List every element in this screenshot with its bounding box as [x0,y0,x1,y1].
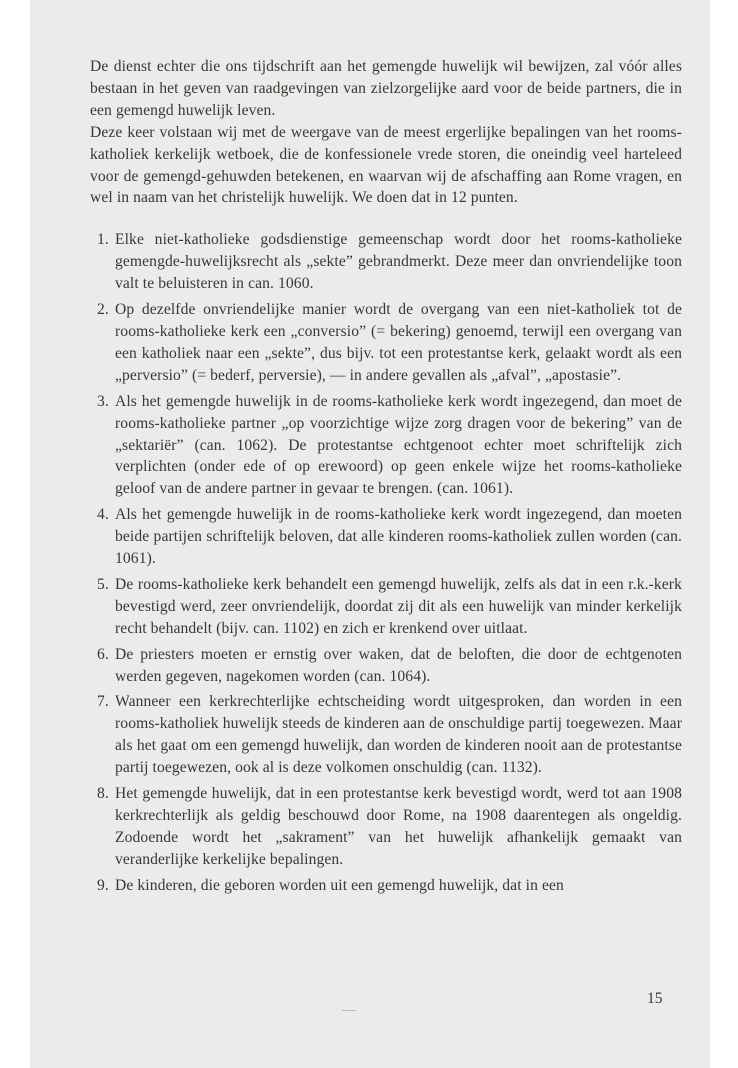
numbered-points-list [90,229,682,896]
list-item-text: Elke niet-katholieke godsdienstige gemeenschap wordt door het rooms-katholieke gemengde-huwelijksrecht als „sekte” gebrandmerkt. Deze meer dan onvriendelijke toon valt te beluisteren in can. 1060. [115,231,682,293]
list-item-text: Wanneer een kerkrechterlijke echtscheiding wordt uitgesproken, dan worden in een rooms-katholiek huwelijk steeds de kinderen aan de onschuldige partij toegewezen. Maar als het gaat om een gemengd huwelijk, dan worden de kinderen nooit aan de protestantse partij toegewezen, ook al is deze volkomen onschuldig (can. 1132). [115,693,682,777]
list-item-number: 2. [97,301,109,319]
list-item-number: 4. [97,506,109,524]
list-item-text: De kinderen, die geboren worden uit een gemengd huwelijk, dat in een [115,876,564,894]
list-item-number: 9. [97,876,109,894]
list-item-text: De rooms-katholieke kerk behandelt een gemengd huwelijk, zelfs als dat in een r.k.-kerk bevestigd werd, zeer onvriendelijk, doordat zij dit als een huwelijk van minder kerkelijk recht behandelt (bijv. can. 1102) en zich er krenkend over uitlaat. [115,575,682,637]
intro-paragraph-2: Deze keer volstaan wij met de weergave van de meest ergerlijke bepalingen van het rooms-katholiek kerkelijk wetboek, die de konfessionele vrede storen, die oneindig veel harteleed voor de gemengd-gehuwden betekenen, en waarvan wij de afschaffing aan Rome vragen, en wel in naam van het christelijk huwelijk. We doen dat in 12 punten. [90,123,682,207]
footer-divider [342,1010,356,1011]
list-item [90,229,682,295]
page-number: 15 [647,990,663,1007]
intro-paragraph-1: De dienst echter die ons tijdschrift aan het gemengde huwelijk wil bewijzen, zal vóór alles bestaan in het geven van raadgevingen van zielzorgelijke aard voor de beide partners, die in een gemengd huwelijk leven. [90,58,682,119]
list-item-number: 8. [97,785,109,803]
book-page [30,0,710,1068]
list-item-text: Het gemengde huwelijk, dat in een protestantse kerk bevestigd wordt, werd tot aan 1908 kerkrechterlijk als geldig beschouwd door Rome, na 1908 daarentegen als ongeldig. Zodoende wordt het „sakrament” van het huwelijk afhankelijk gemaakt van veranderlijke kerkelijke bepalingen. [115,785,682,868]
list-item-number: 1. [97,231,109,249]
list-item-number: 3. [97,392,109,410]
list-item [90,783,682,871]
list-item [90,875,682,897]
list-item [90,574,682,640]
list-item-number: 6. [97,645,109,663]
list-item-text: Op dezelfde onvriendelijke manier wordt de overgang van een niet-katholiek tot de rooms-katholieke kerk een „conversio” (= bekering) genoemd, terwijl een overgang van een katholiek naar een „sekte”, dus bijv. tot een protestantse kerk, gelaakt wordt als een „perversio” (= bederf, perversie), — in andere gevallen als „afval”, „apostasie”. [115,301,682,384]
list-item [90,691,682,779]
list-item [90,644,682,688]
list-item-number: 5. [97,575,109,593]
list-item [90,504,682,570]
list-item-text: Als het gemengde huwelijk in de rooms-katholieke kerk wordt ingezegend, dan moet de rooms-katholieke partner „op voorzichtige wijze zorg dragen voor de bekering” van de „sektariër” (can. 1062). De protestantse echtgenoot echter moet schriftelijk zich verplichten (onder ede of op erewoord) op geen enkele wijze het rooms-katholieke geloof van de andere partner in gevaar te brengen. (can. 1061). [115,392,682,498]
list-item [90,299,682,387]
page-text [90,56,682,901]
list-item-number: 7. [97,693,109,711]
list-item-text: De priesters moeten er ernstig over waken, dat de beloften, die door de echtgenoten werden gegeven, nagekomen worden (can. 1064). [115,645,682,685]
list-item [90,391,682,501]
list-item-text: Als het gemengde huwelijk in de rooms-katholieke kerk wordt ingezegend, dan moeten beide partijen schriftelijk beloven, dat alle kinderen rooms-katholiek zullen worden (can. 1061). [115,506,682,568]
